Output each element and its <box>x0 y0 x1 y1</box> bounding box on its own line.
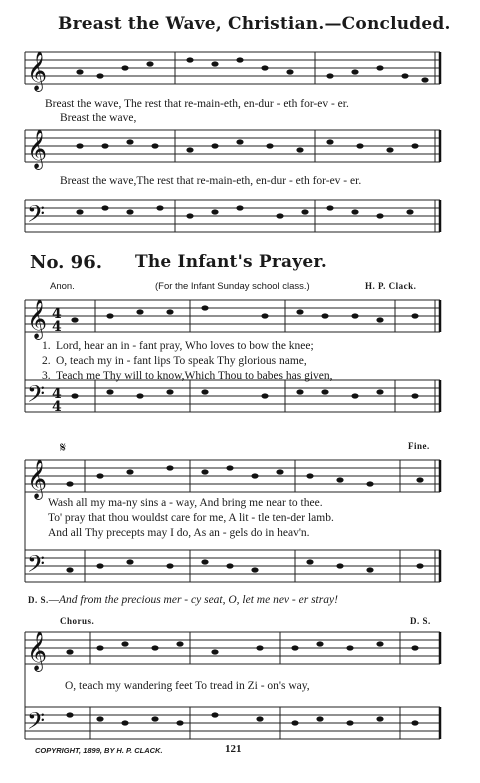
svg-text:4: 4 <box>52 386 62 402</box>
hymn-number: No. 96. <box>30 252 102 273</box>
verse-number: 1. <box>42 340 51 352</box>
svg-text:𝄢: 𝄢 <box>27 707 46 740</box>
ds-label: D. S. <box>28 595 49 605</box>
fine-mark: Fine. <box>408 441 430 451</box>
svg-text:𝄞: 𝄞 <box>27 459 48 499</box>
svg-text:𝄞: 𝄞 <box>27 299 48 339</box>
lyric-line: Breast the wave, The rest that re-main-eth, en-dur - eth for-ev - er. <box>45 98 349 110</box>
composer: H. P. Clack. <box>365 281 417 291</box>
svg-text:𝄢: 𝄢 <box>27 380 46 413</box>
verse-line: And all Thy precepts may I do, As an - gels do in heav'n. <box>48 527 310 539</box>
svg-text:4: 4 <box>52 306 62 322</box>
lyric-line: Breast the wave, <box>60 112 137 124</box>
hymn-note: (For the Infant Sunday school class.) <box>155 281 310 292</box>
verse-text: Teach me Thy will to know,Which Thou to babes has given, <box>56 370 333 382</box>
lyric-line: Breast the wave,The rest that re-main-eth, en-dur - eth for-ev - er. <box>60 175 362 187</box>
verse-text: O, teach my in - fant lips To speak Thy glorious name, <box>56 355 307 367</box>
svg-text:𝄋: 𝄋 <box>60 440 67 456</box>
svg-text:𝄢: 𝄢 <box>27 200 46 233</box>
svg-text:𝄞: 𝄞 <box>27 129 48 169</box>
page-title: Breast the Wave, Christian.—Concluded. <box>58 14 451 34</box>
verse-line <box>42 340 314 352</box>
svg-text:4: 4 <box>52 399 62 415</box>
author: Anon. <box>50 281 75 292</box>
svg-text:𝄢: 𝄢 <box>27 550 46 583</box>
svg-text:𝄞: 𝄞 <box>27 51 48 91</box>
chorus-label: Chorus. <box>60 616 95 626</box>
verse-line <box>42 355 307 367</box>
page-number: 121 <box>225 743 242 755</box>
verse-number: 2. <box>42 355 51 367</box>
verse-line: Wash all my ma-ny sins a - way, And bring me near to thee. <box>48 497 323 509</box>
chorus-line: O, teach my wandering feet To tread in Zi - on's way, <box>65 680 310 692</box>
ds-line <box>28 594 338 606</box>
svg-text:𝄞: 𝄞 <box>27 631 48 671</box>
verse-number: 3. <box>42 370 51 382</box>
ds-mark: D. S. <box>410 616 431 626</box>
svg-text:4: 4 <box>52 319 62 335</box>
verse-line: To' pray that thou wouldst care for me, A lit - tle ten-der lamb. <box>48 512 334 524</box>
verse-text: Lord, hear an in - fant pray, Who loves to bow the knee; <box>56 340 314 352</box>
verse-line <box>42 370 333 382</box>
hymn-title: The Infant's Prayer. <box>135 252 328 272</box>
copyright: COPYRIGHT, 1899, BY H. P. CLACK. <box>35 746 163 755</box>
ds-text: —And from the precious mer - cy seat, O, let me nev - er stray! <box>48 594 338 606</box>
